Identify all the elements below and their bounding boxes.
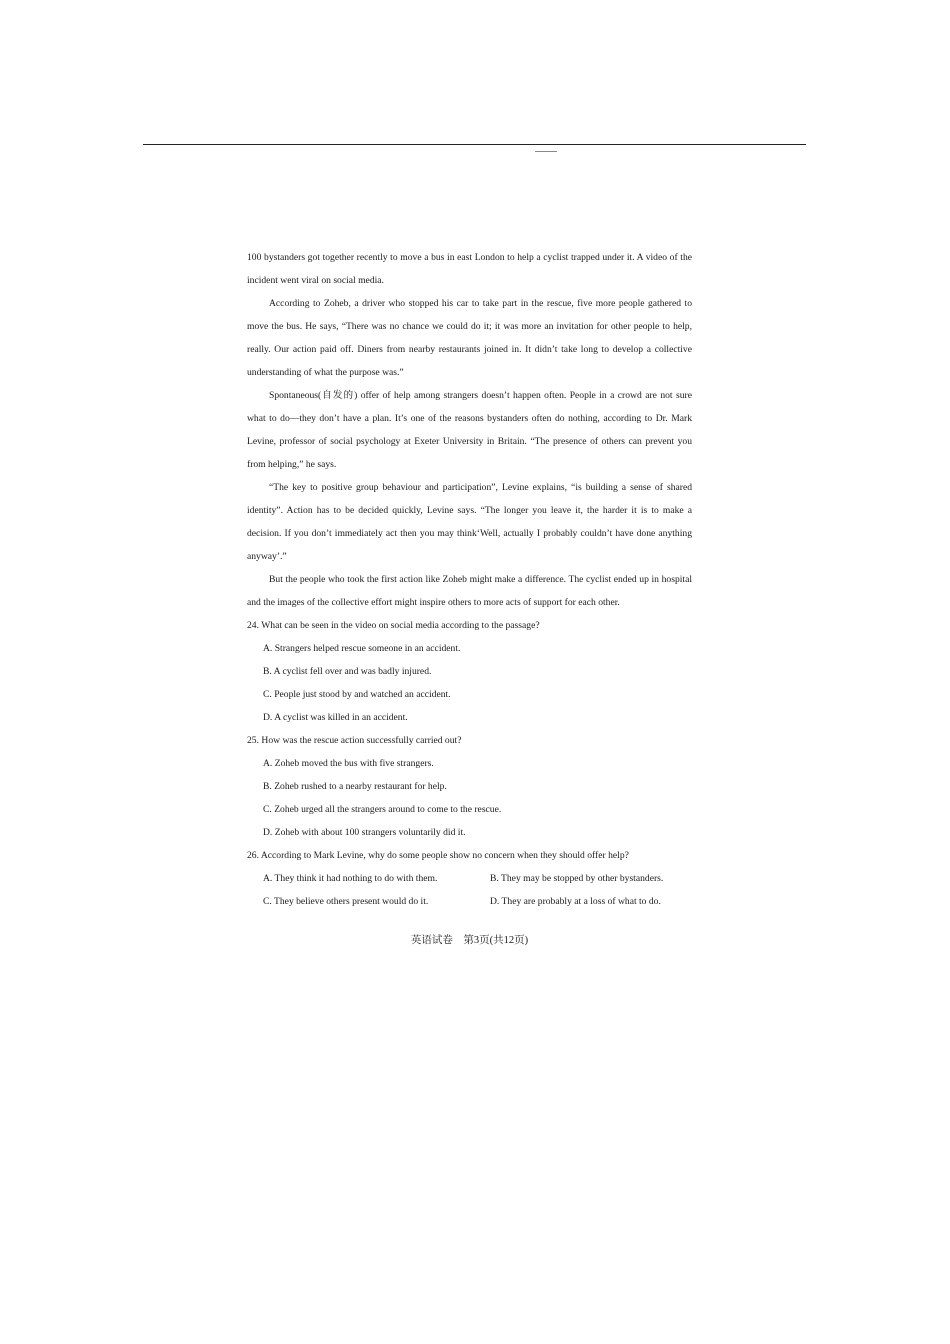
option-c: C. Zoheb urged all the strangers around to come to the rescue. (263, 804, 502, 815)
option-b: B. A cyclist fell over and was badly injured. (263, 666, 432, 677)
passage-paragraph-1: 100 bystanders got together recently to move a bus in east London to help a cyclist trapped under it. A video of the incident went viral on social media. (247, 252, 692, 286)
option-a: A. Strangers helped rescue someone in an accident. (263, 643, 461, 654)
scan-mark (535, 151, 557, 152)
passage-paragraph-4: “The key to positive group behaviour and participation”, Levine explains, “is building a sense of shared identity”. Action has to be decided quickly, Levine says. “The longer you leave it, the harder it is to make a decision. If you don’t immediately act then you may think‘Well, actually I probably couldn’t have done anything anyway’.” (247, 482, 692, 562)
option-a: A. They think it had nothing to do with them. (263, 873, 438, 884)
option-c: C. They believe others present would do it. (263, 896, 429, 907)
question-stem: 25. How was the rescue action successfully carried out? (247, 735, 462, 746)
passage-paragraph-3: Spontaneous(自发的) offer of help among strangers doesn’t happen often. People in a crowd are not sure what to do—they don’t have a plan. It’s one of the reasons bystanders often do nothing, according to Dr. Mark Levine, professor of social psychology at Exeter University in Britain. “The presence of others can prevent you from helping,” he says. (247, 390, 692, 470)
option-d: D. A cyclist was killed in an accident. (263, 712, 408, 723)
question-24 (247, 614, 692, 729)
option-a: A. Zoheb moved the bus with five strangers. (263, 758, 434, 769)
option-d: D. Zoheb with about 100 strangers voluntarily did it. (263, 827, 466, 838)
exam-content (247, 246, 692, 913)
header-rule (143, 144, 806, 145)
question-26 (247, 844, 692, 913)
passage-paragraph-5: But the people who took the first action like Zoheb might make a difference. The cyclist ended up in hospital and the images of the collective effort might inspire others to more acts of support for each other. (247, 574, 692, 608)
page-footer: 英语试卷 第3页(共12页) (410, 935, 529, 946)
option-row-1 (247, 867, 692, 890)
question-stem: 26. According to Mark Levine, why do some people show no concern when they should offer help? (247, 850, 629, 861)
question-25 (247, 729, 692, 844)
option-b: B. They may be stopped by other bystanders. (490, 873, 664, 884)
option-b: B. Zoheb rushed to a nearby restaurant for help. (263, 781, 447, 792)
option-d: D. They are probably at a loss of what to do. (490, 896, 661, 907)
passage-paragraph-2: According to Zoheb, a driver who stopped his car to take part in the rescue, five more people gathered to move the bus. He says, “There was no chance we could do it; it was more an invitation for other people to help, really. Our action paid off. Diners from nearby restaurants joined in. It didn’t take long to develop a collective understanding of what the purpose was.” (247, 298, 692, 378)
option-row-2 (247, 890, 692, 913)
question-stem: 24. What can be seen in the video on social media according to the passage? (247, 620, 540, 631)
option-c: C. People just stood by and watched an accident. (263, 689, 451, 700)
